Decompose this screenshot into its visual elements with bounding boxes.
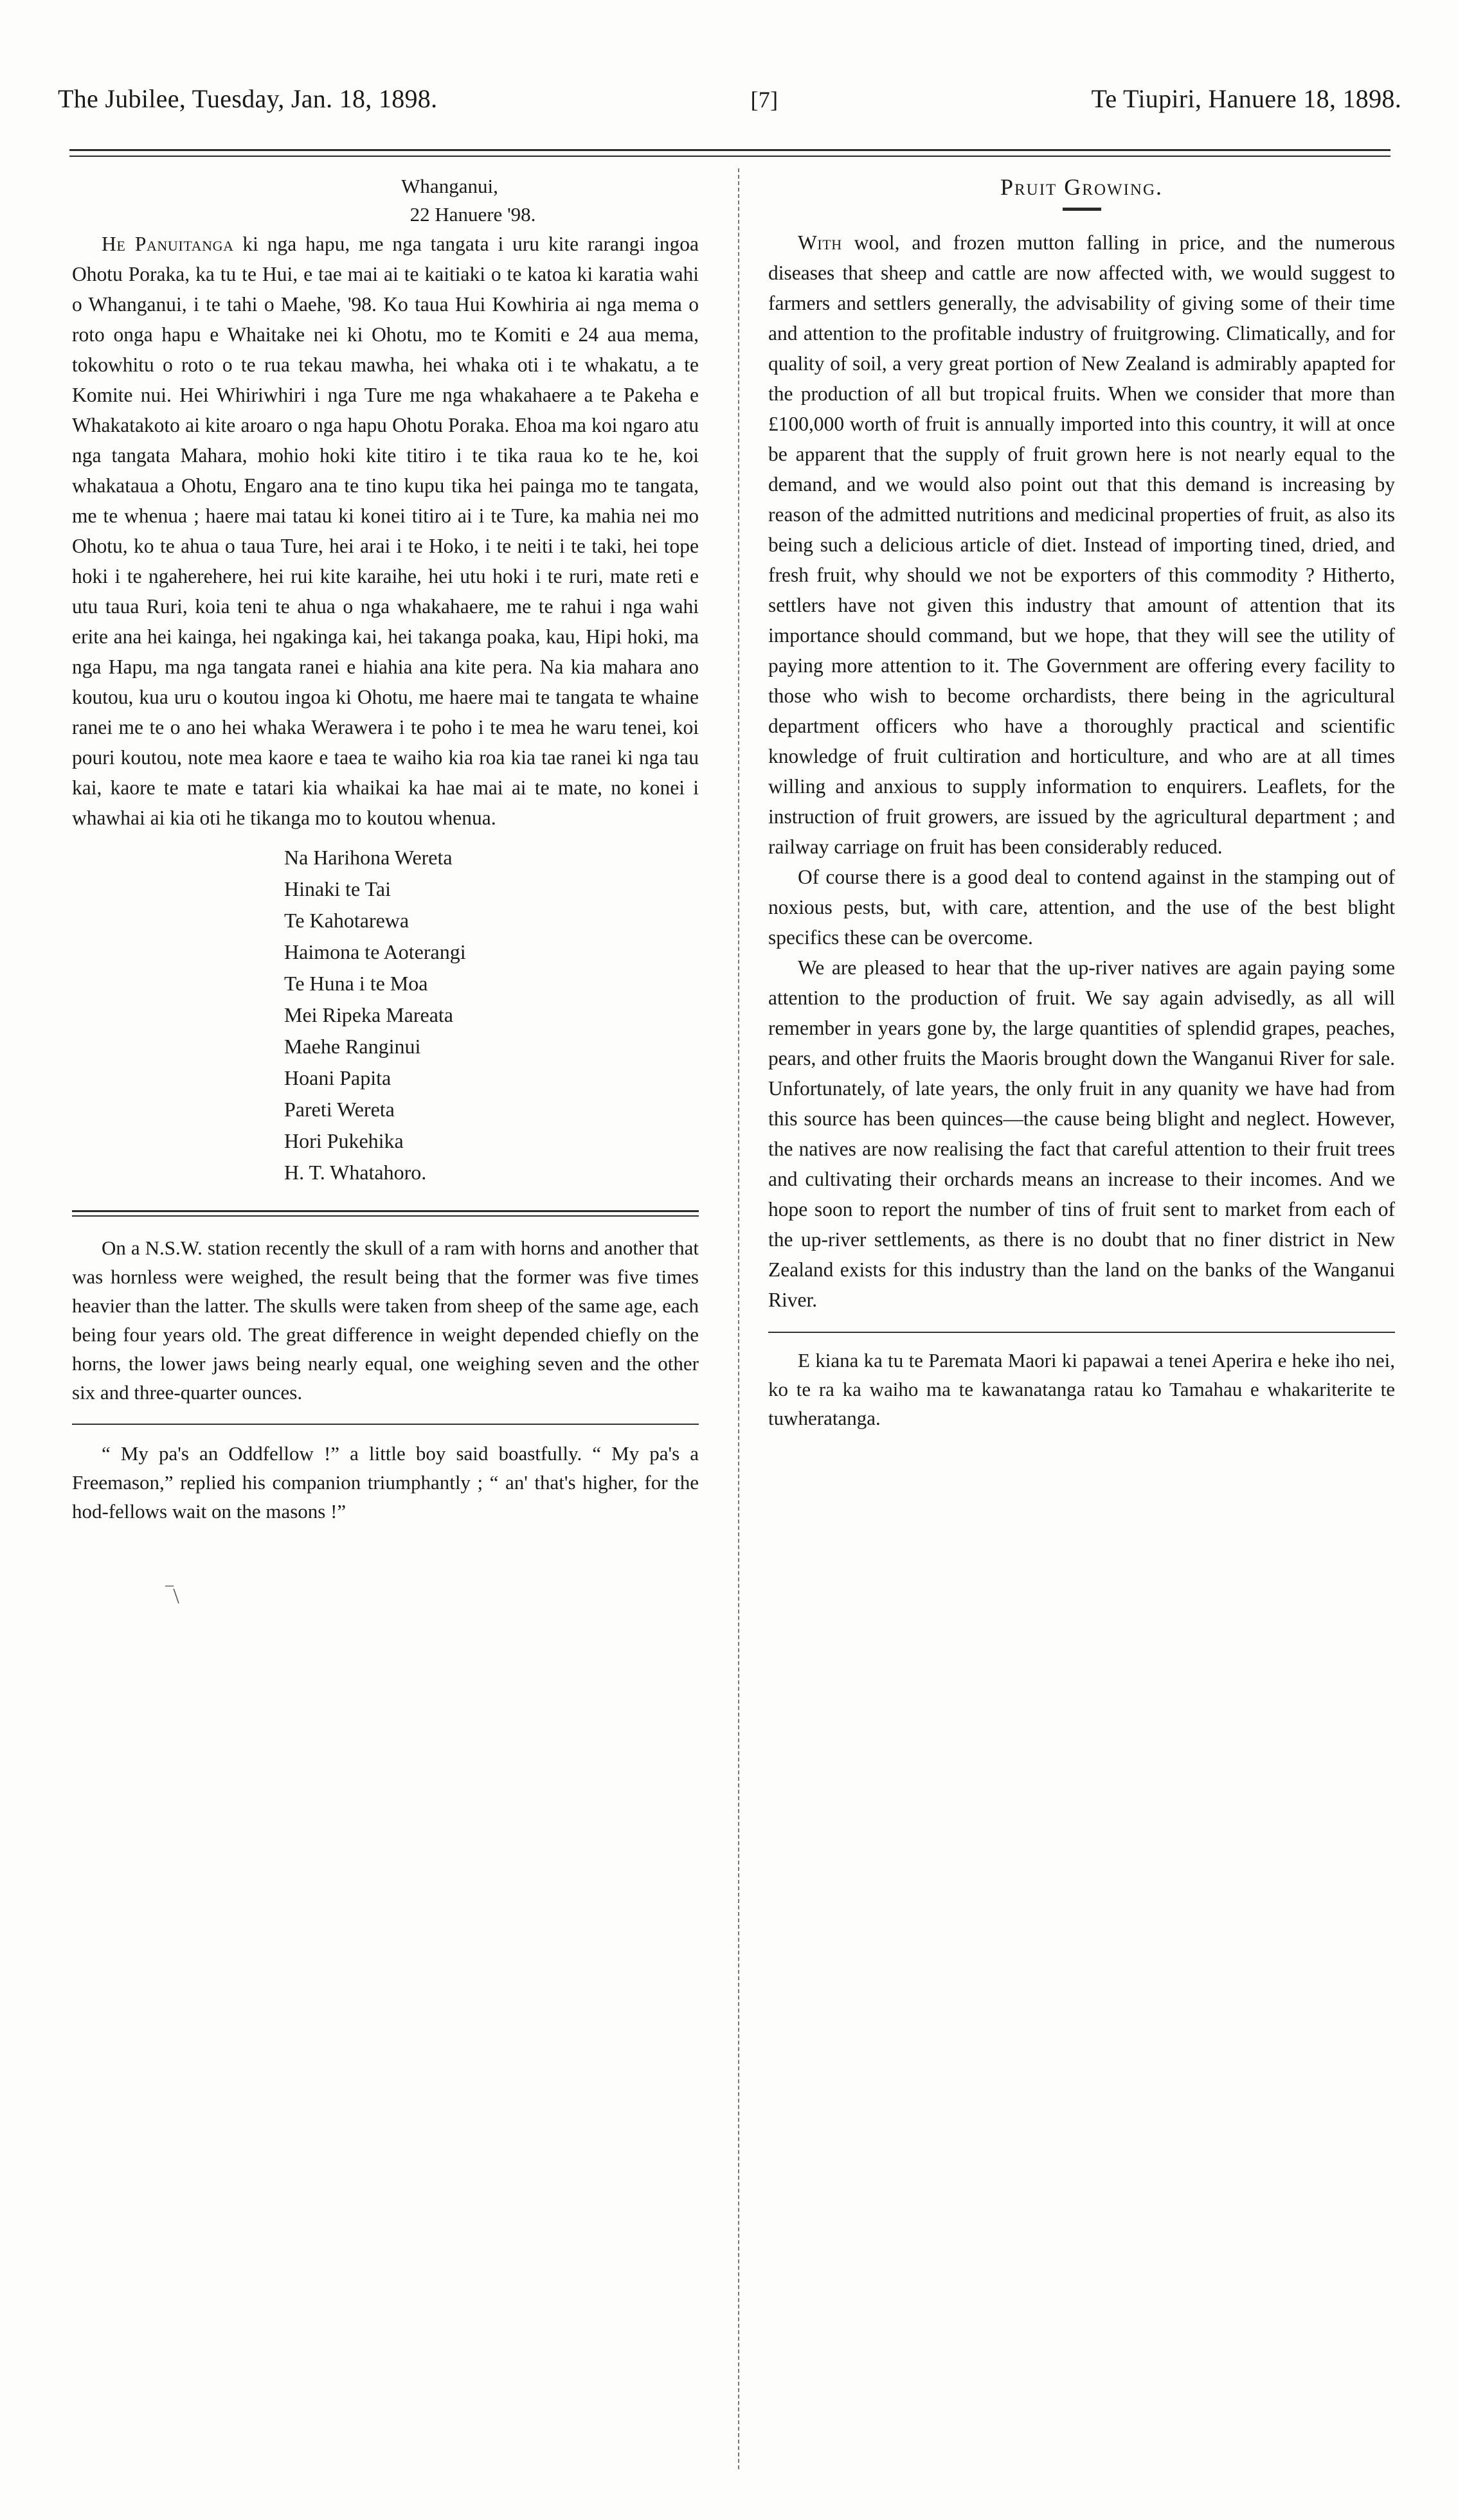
article-title: Pruit Growing. [1000,174,1164,200]
list-item: Hinaki te Tai [284,877,392,900]
notice-date: 22 Hanuere '98. [410,203,536,226]
notice-datelines [201,172,699,229]
pen-squiggle-icon: ‾\ [166,1584,179,1608]
column-divider-rule [738,168,739,2469]
article-leadin: With [798,231,842,254]
section-divider-rule [72,1210,699,1217]
signature-list [284,842,699,1188]
left-column [72,172,699,1526]
notice-leadin: He Panuitanga [102,233,234,255]
title-dash-rule [1063,208,1101,211]
notice-paragraph [72,229,699,833]
list-item: Te Huna i te Moa [284,972,428,995]
list-item: Na Harihona Wereta [284,846,453,869]
masthead-left: The Jubilee, Tuesday, Jan. 18, 1898. [58,84,438,113]
list-item: Maehe Ranginui [284,1035,421,1058]
list-item: Mei Ripeka Mareata [284,1003,453,1026]
article-paragraph-2: Of course there is a good deal to contend against in the stamping out of noxious pests, but, with care, attention, and the use of the best blight specifics these can be overcome. [768,866,1395,949]
footnote-divider-rule [768,1332,1395,1333]
item-divider-rule [72,1424,699,1425]
article-paragraph-3: We are pleased to hear that the up-river natives are again paying some attention to the production of fruit. We say again advisedly, as all will remember in years gone by, the large quantities of splendid grapes, peaches, pears, and other fruits the Maoris brought down the Wanganui River for sale. Unfortunately, of late years, the only fruit in any quanity we have had from this source has been quinces—the cause being blight and neglect. However, the natives are now realising the fact that careful attention to their fruit trees and cultivating their orchards means an increase to their incomes. And we hope soon to report the number of tins of fruit sent to market from each of the up-river settlements, as there is no doubt that no finer district in New Zealand exists for this industry than the land on the banks of the Wanganui River. [768,956,1395,1311]
list-item: Pareti Wereta [284,1098,395,1121]
article-paragraph-1-body: wool, and frozen mutton falling in price, and the numerous diseases that sheep and cattle are now affected with, we would suggest to farmers and settlers generally, the advisability of giving some of their time and attention to the profitable industry of fruitgrowing. Climatically, and for quality of soil, a very great portion of New Zealand is admirably apapted for the production of all but tropical fruits. When we consider that more than £100,000 worth of fruit is annually imported into this country, it will at once be apparent that the supply of fruit grown here is not nearly equal to the demand, and we would also point out that this demand is increasing by reason of the admitted nutritions and medicinal properties of fruit, as also its being such a delicious article of diet. Instead of importing tined, dried, and fresh fruit, why should we not be exporters of this commodity ? Hitherto, settlers have not given this industry that amount of attention that its importance should command, but we hope, that they will see the utility of paying more attention to it. The Government are offering every facility to those who wish to become orchardists, there being in the agricultural department officers who have a thoroughly practical and scientific knowledge of fruit cultiration and horticulture, and who are at all times willing and anxious to supply information to enquirers. Leaflets, for the instruction of fruit growers, are issued by the agricultural department ; and railway carriage on fruit has been considerably reduced. [768,231,1395,858]
list-item: Haimona te Aoterangi [284,940,466,963]
article-paragraph-1 [768,228,1395,862]
masthead-right: Te Tiupiri, Hanuere 18, 1898. [1091,84,1401,113]
notice-place: Whanganui, [401,175,498,197]
page-number: [7] [750,87,779,112]
list-item: Hoani Papita [284,1066,392,1089]
running-head [58,84,1401,114]
list-item: Hori Pukehika [284,1129,404,1152]
ram-news-item: On a N.S.W. station recently the skull of a ram with horns and another that was hornless were weighed, the result being that the former was five times heavier than the latter. The skulls were taken from sheep of the same age, each being four years old. The great difference in weight depended chiefly on the horns, the lower jaws being nearly equal, one weighing seven and the other six and three-quarter ounces. [72,1237,699,1404]
joke-news-item: “ My pa's an Oddfellow !” a little boy said boastfully. “ My pa's a Freemason,” replied his companion triumphantly ; “ an' that's higher, for the hod-fellows wait on the masons !” [72,1442,699,1523]
right-column [768,172,1395,1433]
list-item: H. T. Whatahoro. [284,1161,427,1184]
list-item: Te Kahotarewa [284,909,410,932]
maori-footnote: E kiana ka tu te Paremata Maori ki papawai a tenei Aperira e heke iho nei, ko te ra ka waiho ma te kawanatanga ratau ko Tamahau e whakariterite te tuwheratanga. [768,1349,1395,1429]
notice-body: ki nga hapu, me nga tangata i uru kite rarangi ingoa Ohotu Poraka, ka tu te Hui, e tae mai ai te kaitiaki o te katoa ki karatia wahi o Whanganui, i te tahi o Maehe, '98. Ko taua Hui Kowhiria ai nga mema o roto onga hapu e Whaitake nei ki Ohotu, mo te Komiti e 24 aua mema, tokowhitu o roto o te rua tekau mawha, hei whaka oti i te whakatu, a te Komite nui. Hei Whiriwhiri i nga Ture me nga whakahaere a te Pakeha e Whakatakoto ai kite aroaro o nga hapu Ohotu Poraka. Ehoa ma koi ngaro atu nga tangata Mahara, mohio hoki kite titiro i te tika raua ko te he, koi whakataua a Ohotu, Engaro ana te tino kupu tika hei painga mo te tangata, me te whenua ; haere mai tatau ki konei titiro ai i te Ture, ka mahia nei mo Ohotu, ko te ahua o taua Ture, hei arai i te Hoko, i te neiti i te taki, hei tope hoki i te ngaherehere, hei rui kite karaihe, hei utu hoki i te ruri, mate reti e utu taua Ruri, koia teni te ahua o nga whakahaere, me te rahui i nga wahi erite ana hei kainga, hei ngakinga kai, hei takanga poaka, kau, Hipi hoki, ma nga Hapu, ma nga tangata ranei e hiahia ana kite pera. Na kia mahara ano koutou, kua uru o koutou ingoa ki Ohotu, me haere mai te tangata te whaine ranei me te o ano hei whaka Werawera i te poho i te mea he waru tenei, koi pouri koutou, note mea kaore e taea te waiho kia roa kia tae ranei ki nga tau kai, kaore te mate e tatari kia whaikai ka hae mai ai te mate, no konei i whawhai ai kia oti he tikanga mo to koutou whenua. [72,233,699,829]
header-divider-rule [69,149,1390,157]
